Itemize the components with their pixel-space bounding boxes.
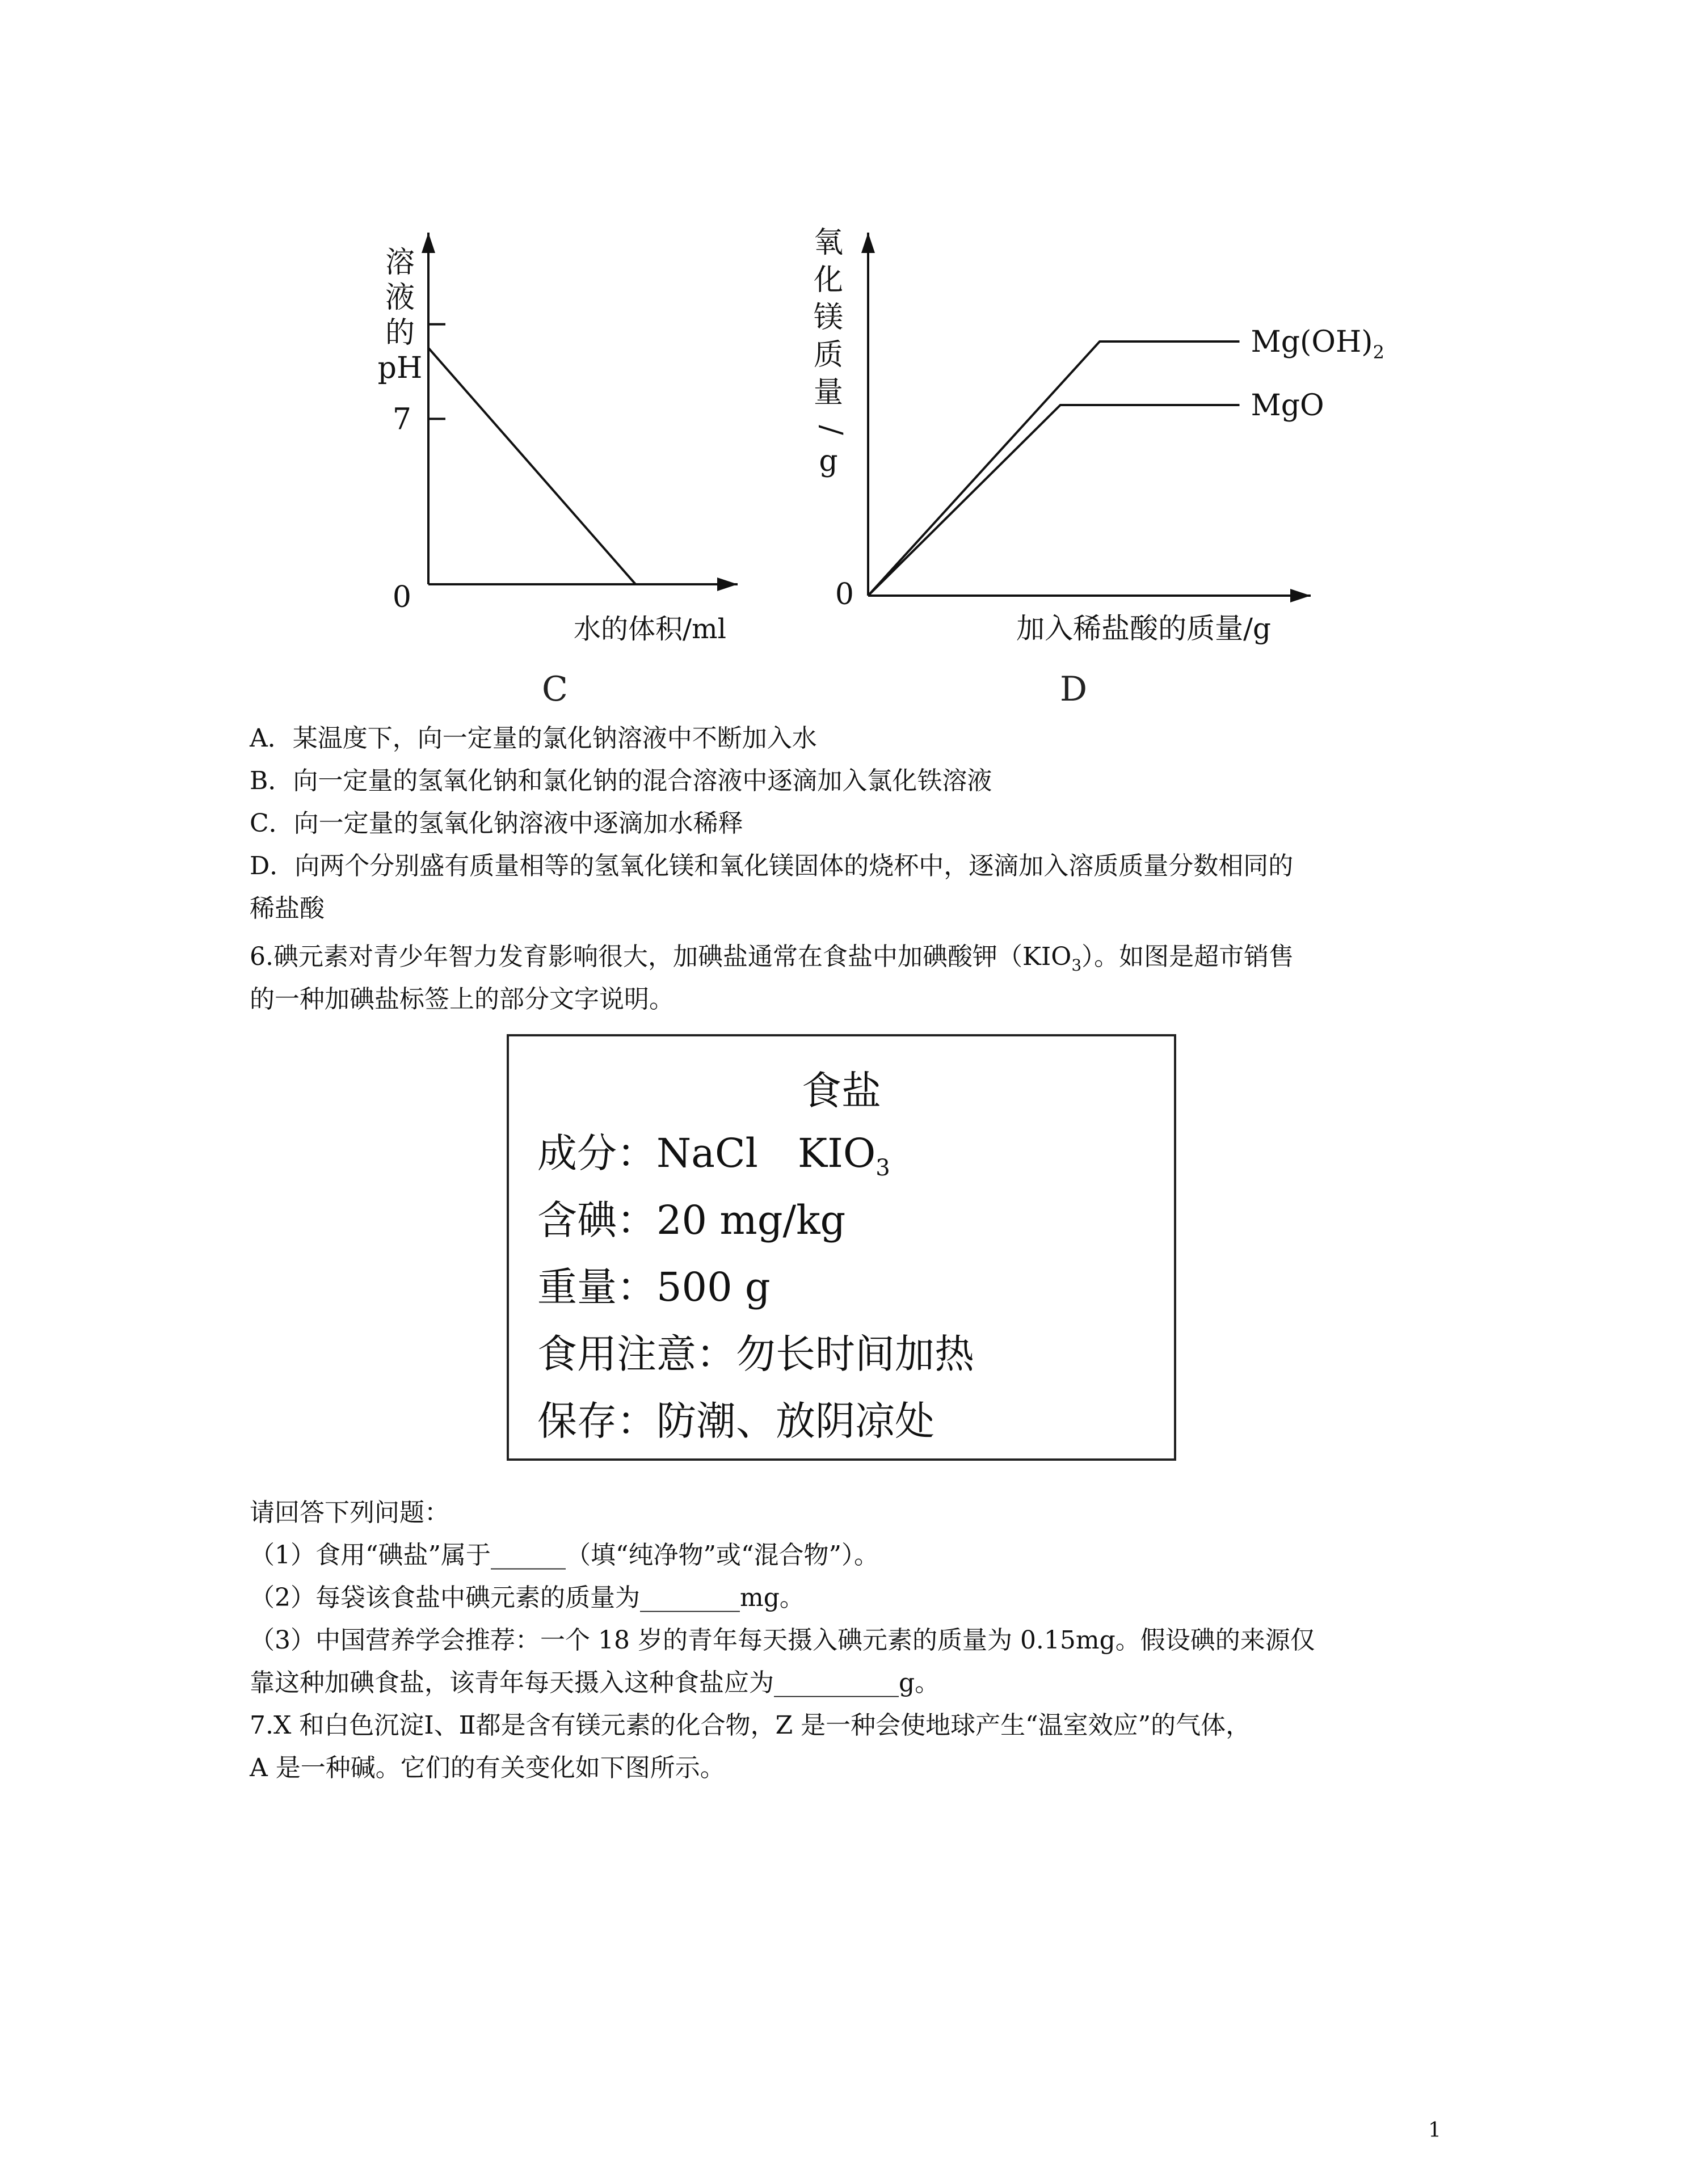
option-d: D．向两个分别盛有质量相等的氢氧化镁和氧化镁固体的烧杯中，逐滴加入溶质质量分数相同的 [250, 851, 1294, 880]
chart-d-ylabel-slash: / [814, 425, 848, 435]
salt-label-ingredients [537, 1121, 890, 1181]
chart-d-ylabel-char-1: 化 [813, 263, 844, 297]
chart-d-series-line-1 [868, 405, 1240, 596]
chart-c-xlabel: 水的体积/ml [573, 613, 726, 645]
salt-label-kio-subscript: 3 [875, 1155, 890, 1181]
chart-d-series-label-1: MgO [1251, 389, 1324, 423]
chart-d-y-arrow [861, 233, 875, 253]
chart-c-tick-label-7: 7 [392, 402, 411, 437]
q6-intro-subscript: 3 [1071, 955, 1082, 975]
chart-c-ylabel-char-2: 的 [385, 316, 415, 350]
q6-intro [250, 936, 1294, 975]
q6-sub3-line2: 靠这种加碘食盐，该青年每天摄入这种食盐应为__________g。 [250, 1668, 940, 1697]
chart-c-svg [374, 221, 749, 652]
chart-c [374, 221, 749, 652]
page-number: 1 [1428, 2119, 1441, 2142]
chart-d-series-label-sub-0: 2 [1373, 341, 1384, 363]
chart-d-svg [811, 221, 1384, 652]
option-b: B．向一定量的氢氧化钠和氯化钠的混合溶液中逐滴加入氯化铁溶液 [250, 766, 992, 795]
chart-d-xlabel: 加入稀盐酸的质量/g [1016, 612, 1271, 645]
q6-intro-text-2: ）。如图是超市销售 [1081, 942, 1294, 971]
option-d-continued: 稀盐酸 [250, 894, 325, 923]
chart-d-series-label-0 [1251, 325, 1384, 363]
chart-c-origin-label: 0 [392, 580, 411, 614]
q6-prompt: 请回答下列问题： [250, 1498, 449, 1527]
q6-sub2: （2）每袋该食盐中碘元素的质量为________mg。 [250, 1583, 805, 1612]
option-c: C．向一定量的氢氧化钠溶液中逐滴加水稀释 [250, 809, 743, 838]
chart-d-series-line-0 [868, 341, 1240, 596]
q6-sub1: （1）食用“碘盐”属于______（填“纯净物”或“混合物”）。 [250, 1541, 879, 1570]
chart-c-caption: C [542, 669, 568, 709]
chart-d-ylabel-char-0: 氧 [813, 226, 844, 260]
chart-d-x-arrow [1290, 589, 1311, 602]
salt-label-usage: 食用注意：勿长时间加热 [537, 1331, 974, 1377]
q6-intro-text-1: 6.碘元素对青少年智力发育影响很大，加碘盐通常在食盐中加碘酸钾（KIO [250, 942, 1072, 971]
chart-d-ylabel-unit: g [819, 444, 838, 478]
chart-c-y-arrow [422, 233, 435, 253]
chart-d [811, 221, 1384, 652]
q7-line1: 7.X 和白色沉淀Ⅰ、Ⅱ都是含有镁元素的化合物，Z 是一种会使地球产生“温室效应”的气体， [250, 1711, 1251, 1740]
q7-line2: A 是一种碱。它们的有关变化如下图所示。 [250, 1753, 725, 1782]
chart-d-ylabel-char-4: 量 [813, 376, 844, 410]
chart-c-x-arrow [717, 577, 738, 591]
salt-label-box [507, 1034, 1176, 1461]
salt-label-title: 食盐 [802, 1068, 881, 1114]
chart-d-ylabel-char-2: 镁 [813, 301, 844, 335]
chart-d-series-label-main-0: Mg(OH) [1251, 325, 1373, 359]
chart-d-caption: D [1060, 669, 1088, 709]
salt-label-iodine: 含碘：20 mg/kg [537, 1197, 846, 1243]
option-a: A．某温度下，向一定量的氯化钠溶液中不断加入水 [250, 724, 817, 753]
chart-d-origin-label: 0 [835, 577, 854, 612]
chart-c-ylabel-ph: pH [377, 351, 423, 385]
chart-c-ylabel-char-0: 溶 [385, 246, 415, 280]
chart-c-ylabel-char-1: 液 [385, 281, 415, 315]
salt-label-ingredients-text: 成分：NaCl KIO [537, 1130, 876, 1177]
salt-label-weight: 重量：500 g [537, 1264, 771, 1310]
q6-sub3-line1: （3）中国营养学会推荐：一个 18 岁的青年每天摄入碘元素的质量为 0.15mg。假设碘的来源仅 [250, 1626, 1315, 1655]
chart-d-ylabel-char-3: 质 [813, 338, 844, 372]
chart-c-series-line [428, 348, 635, 584]
salt-label-storage: 保存：防潮、放阴凉处 [537, 1398, 934, 1444]
q6-intro-line2: 的一种加碘盐标签上的部分文字说明。 [250, 985, 674, 1014]
